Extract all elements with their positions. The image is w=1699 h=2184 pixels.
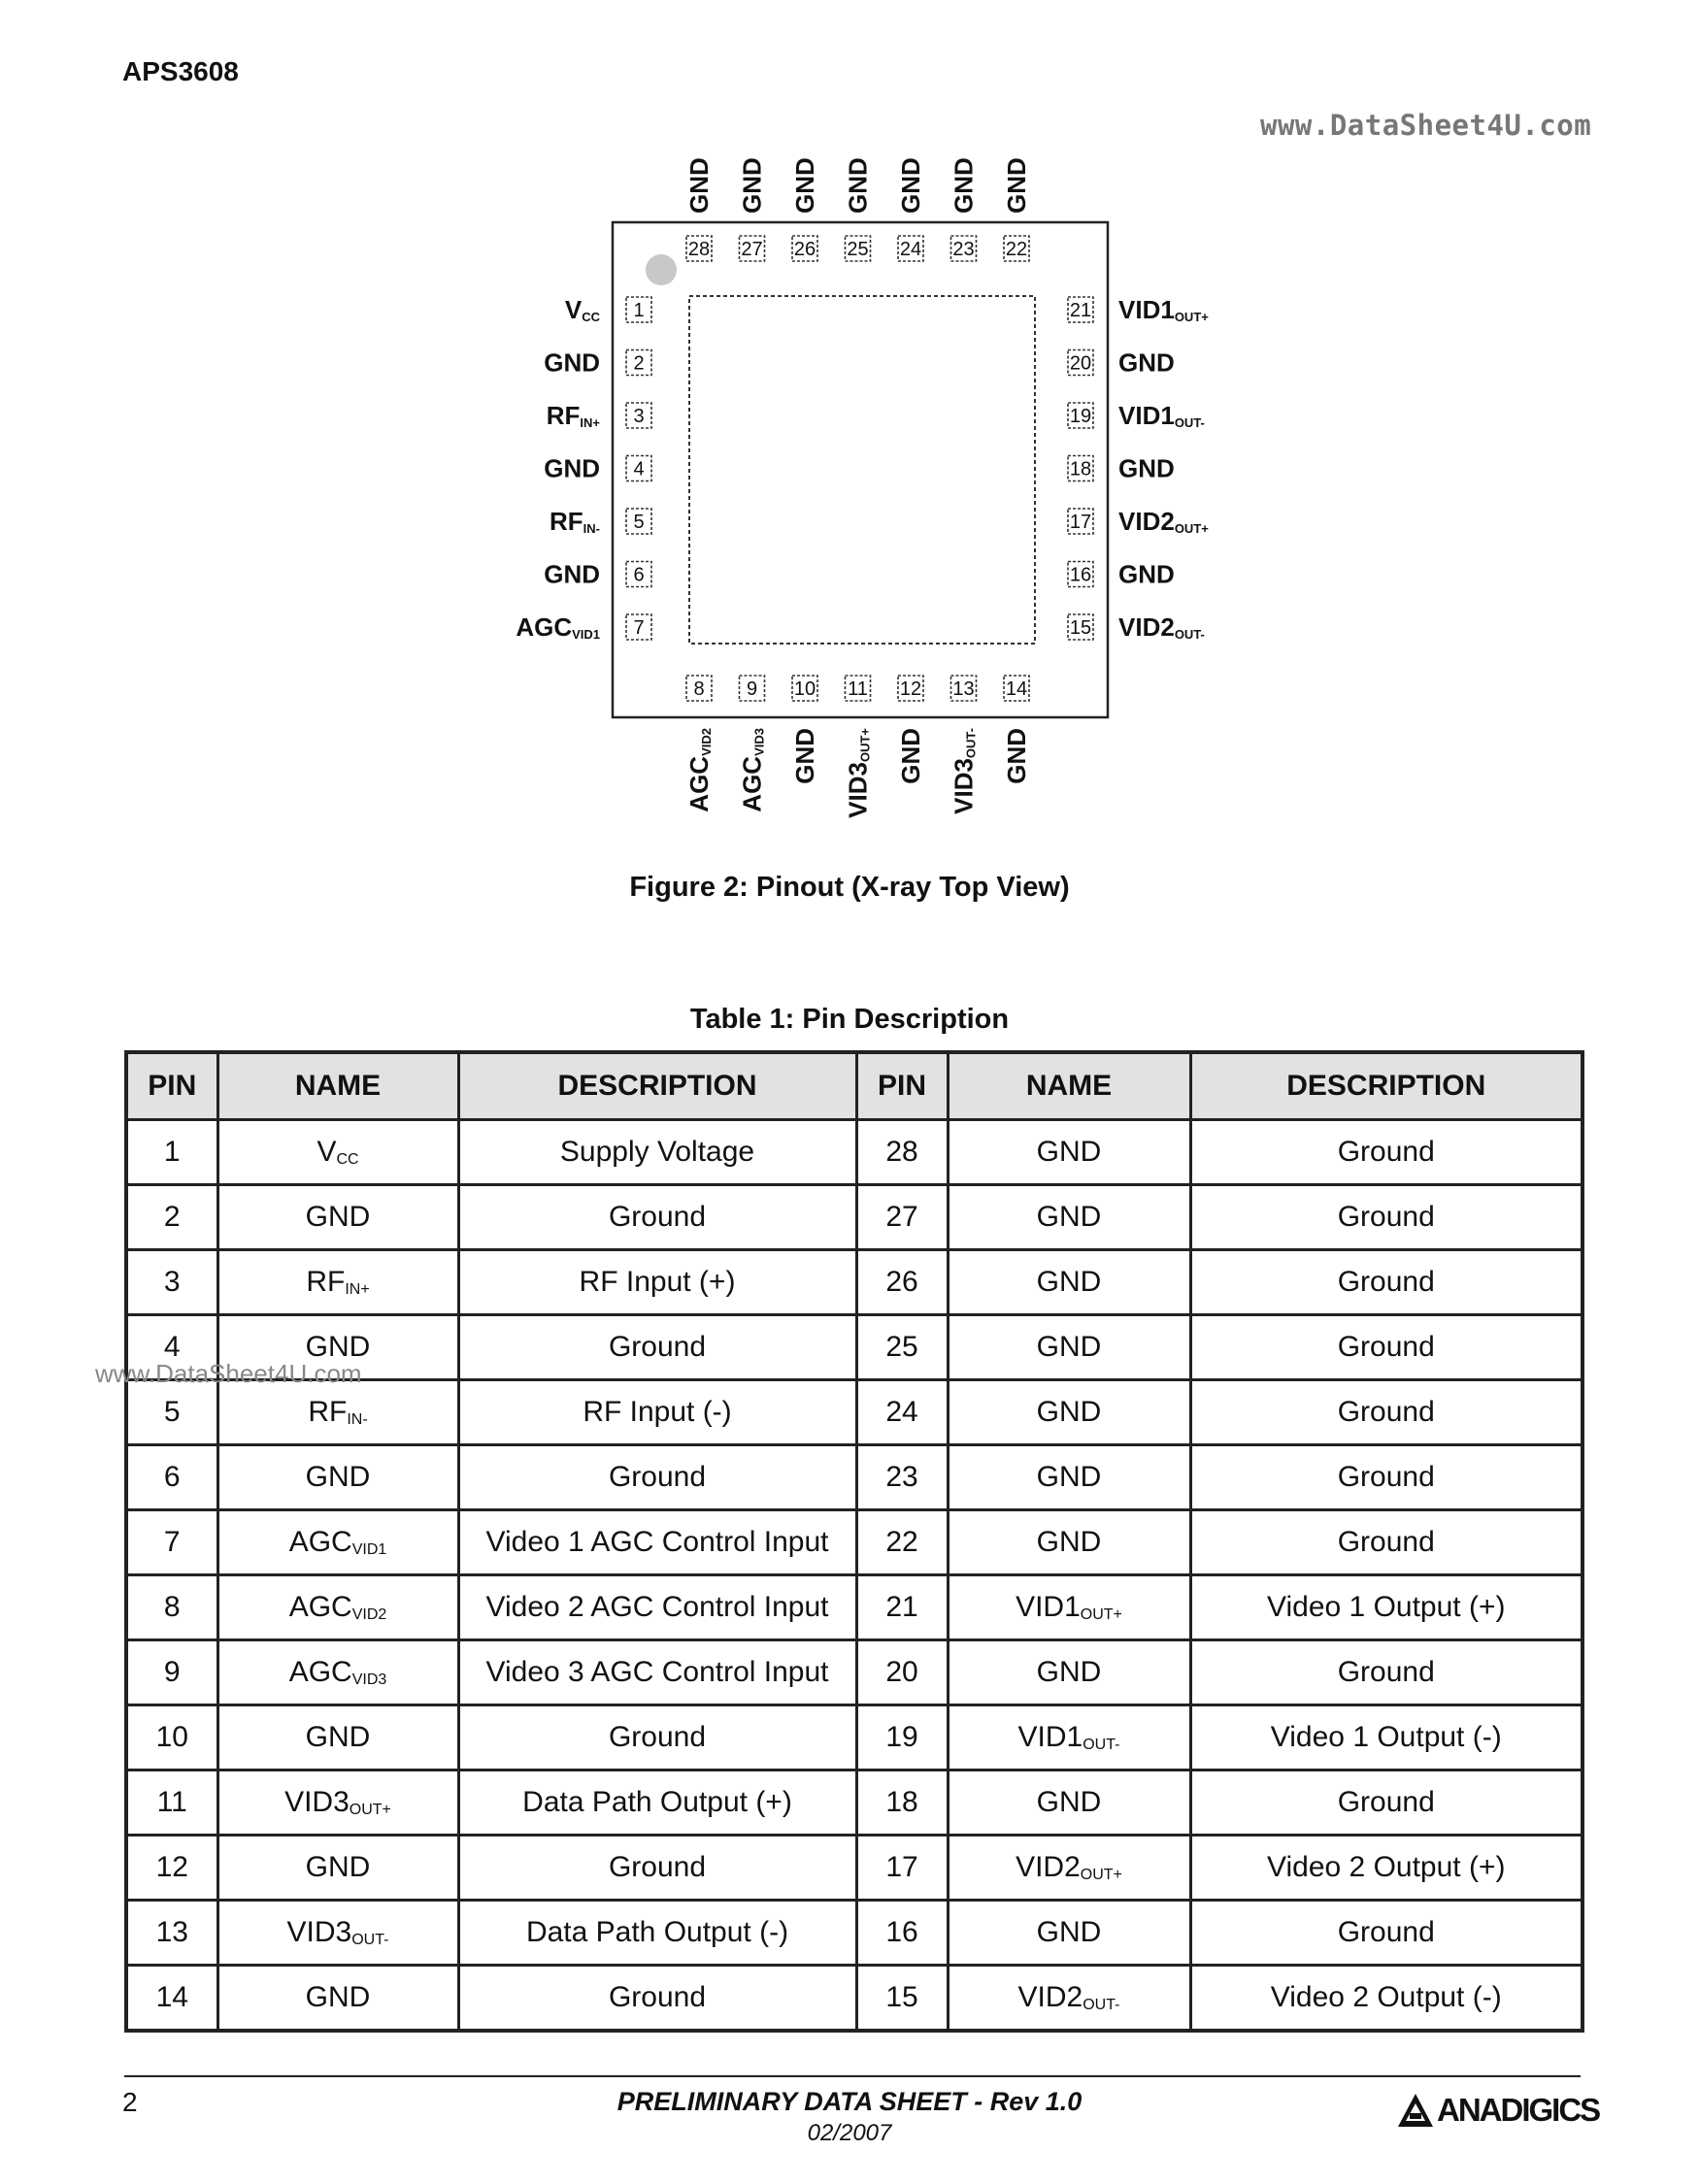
cell-pin: 14 [126, 1966, 217, 2032]
pin-label: VID2OUT+ [1118, 507, 1209, 536]
cell-description: Ground [458, 1705, 856, 1770]
pin-description-table [124, 1050, 1584, 2033]
cell-description: Ground [1190, 1770, 1582, 1836]
cell-description: Ground [1190, 1510, 1582, 1575]
pin-name-text: RF [308, 1396, 348, 1428]
cell-pin: 26 [856, 1250, 948, 1315]
pin-number: 9 [746, 678, 758, 700]
cell-name [948, 1120, 1190, 1185]
cell-pin: 2 [126, 1185, 217, 1250]
cell-name [948, 1380, 1190, 1445]
pin-number: 20 [1069, 352, 1092, 375]
cell-name [217, 1185, 458, 1250]
pin-label: GND [1118, 453, 1175, 483]
cell-pin: 4 [126, 1315, 217, 1380]
pin-name-text: AGC [288, 1591, 352, 1623]
cell-pin: 21 [856, 1575, 948, 1640]
pins-group [516, 157, 1209, 818]
pin-name-subscript: OUT+ [1080, 1867, 1122, 1883]
cell-description: Ground [1190, 1315, 1582, 1380]
pin-number: 14 [1005, 678, 1028, 700]
pin-label: GND [896, 728, 925, 784]
cell-description: Ground [458, 1836, 856, 1901]
pin-number: 6 [633, 564, 645, 586]
cell-description: Video 1 AGC Control Input [458, 1510, 856, 1575]
cell-name [217, 1510, 458, 1575]
cell-pin: 15 [856, 1966, 948, 2032]
cell-description: Video 2 Output (-) [1190, 1966, 1582, 2032]
cell-description: RF Input (-) [458, 1380, 856, 1445]
cell-name [217, 1445, 458, 1510]
footer-divider [124, 2075, 1581, 2077]
pin1-marker [646, 254, 677, 285]
pin-label: RFIN+ [546, 401, 600, 430]
pin-number: 2 [633, 352, 645, 375]
pin-name-text: GND [305, 1721, 371, 1753]
pin-number: 26 [793, 239, 816, 260]
pin-name-text: GND [1036, 1136, 1102, 1168]
cell-name [217, 1836, 458, 1901]
pin-number: 7 [633, 617, 645, 639]
pin-name-text: GND [1036, 1786, 1102, 1818]
cell-name [948, 1510, 1190, 1575]
cell-name [217, 1380, 458, 1445]
pin-name-subscript: VID3 [351, 1671, 387, 1688]
cell-name [948, 1185, 1190, 1250]
pin-label: VID2OUT- [1118, 612, 1205, 642]
table-row [126, 1705, 1582, 1770]
cell-name [217, 1770, 458, 1836]
footer-date: 02/2007 [807, 2120, 892, 2146]
cell-pin: 24 [856, 1380, 948, 1445]
company-logo [1396, 2089, 1599, 2132]
pin-number: 16 [1069, 564, 1092, 586]
cell-name [948, 1315, 1190, 1380]
pin-label: VID3OUT- [949, 728, 979, 814]
cell-name [948, 1640, 1190, 1705]
cell-description: Ground [1190, 1250, 1582, 1315]
table-row [126, 1770, 1582, 1836]
pin-label: GND [790, 728, 819, 784]
logo-text: ANADIGICS [1437, 2092, 1600, 2128]
cell-pin: 18 [856, 1770, 948, 1836]
pin-name-text: GND [305, 1981, 371, 2013]
pin-label: GND [1002, 157, 1031, 214]
pin-number: 12 [899, 678, 922, 700]
table-row [126, 1640, 1582, 1705]
cell-name [217, 1901, 458, 1966]
pin-number: 17 [1069, 512, 1092, 533]
cell-pin: 10 [126, 1705, 217, 1770]
pin-number: 25 [847, 239, 869, 260]
logo-mark-icon [1396, 2092, 1435, 2129]
table-row [126, 1836, 1582, 1901]
pin-label: AGCVID1 [516, 612, 600, 642]
page-number: 2 [122, 2087, 138, 2117]
cell-pin: 25 [856, 1315, 948, 1380]
table-row [126, 1510, 1582, 1575]
cell-description: Data Path Output (+) [458, 1770, 856, 1836]
pin-label: VID3OUT+ [843, 728, 873, 818]
header-description: DESCRIPTION [1190, 1052, 1582, 1120]
pin-name-subscript: OUT+ [349, 1802, 391, 1818]
cell-pin: 20 [856, 1640, 948, 1705]
pin-number: 19 [1069, 406, 1092, 427]
pin-name-text: VID3 [286, 1916, 352, 1948]
figure-caption: Figure 2: Pinout (X-ray Top View) [629, 872, 1070, 903]
pin-label: GND [1118, 347, 1175, 378]
pin-name-text: GND [305, 1331, 371, 1363]
cell-name [217, 1966, 458, 2032]
pin-name-text: VID1 [1016, 1591, 1081, 1623]
pin-name-subscript: OUT- [1083, 1737, 1120, 1753]
cell-name [948, 1445, 1190, 1510]
pin-name-text: AGC [288, 1656, 352, 1688]
pin-number: 27 [741, 239, 763, 260]
cell-name [217, 1250, 458, 1315]
cell-description: Video 1 Output (+) [1190, 1575, 1582, 1640]
cell-name [217, 1120, 458, 1185]
cell-pin: 19 [856, 1705, 948, 1770]
document-id: APS3608 [122, 56, 239, 86]
pin-label: GND [790, 157, 819, 214]
table-row [126, 1575, 1582, 1640]
cell-pin: 16 [856, 1901, 948, 1966]
cell-name [948, 1836, 1190, 1901]
cell-pin: 13 [126, 1901, 217, 1966]
pin-name-subscript: IN- [347, 1411, 368, 1428]
pin-label: GND [896, 157, 925, 214]
cell-pin: 17 [856, 1836, 948, 1901]
cell-name [217, 1705, 458, 1770]
pin-name-text: GND [1036, 1331, 1102, 1363]
cell-description: Ground [458, 1185, 856, 1250]
cell-pin: 12 [126, 1836, 217, 1901]
cell-pin: 23 [856, 1445, 948, 1510]
pin-label: GND [684, 157, 714, 214]
cell-pin: 27 [856, 1185, 948, 1250]
pin-name-text: VID2 [1016, 1851, 1081, 1883]
pin-name-subscript: OUT- [351, 1932, 389, 1948]
cell-pin: 22 [856, 1510, 948, 1575]
pin-label: GND [737, 157, 767, 214]
cell-name [948, 1770, 1190, 1836]
pin-number: 5 [633, 512, 645, 533]
pin-number: 24 [899, 239, 922, 260]
cell-description: Data Path Output (-) [458, 1901, 856, 1966]
cell-pin: 3 [126, 1250, 217, 1315]
cell-description: Ground [1190, 1185, 1582, 1250]
cell-pin: 6 [126, 1445, 217, 1510]
pin-label: VID1OUT+ [1118, 295, 1209, 324]
cell-description: RF Input (+) [458, 1250, 856, 1315]
pin-name-text: VID2 [1017, 1981, 1083, 2013]
pin-number: 28 [687, 239, 711, 260]
pin-number: 8 [693, 678, 705, 700]
table-row [126, 1380, 1582, 1445]
header-name: NAME [948, 1052, 1190, 1120]
table-row [126, 1445, 1582, 1510]
cell-name [948, 1250, 1190, 1315]
pin-number: 4 [633, 458, 645, 480]
pin-name-text: GND [1036, 1916, 1102, 1948]
pin-name-subscript: OUT- [1083, 1997, 1120, 2013]
cell-description: Video 2 Output (+) [1190, 1836, 1582, 1901]
cell-name [948, 1901, 1190, 1966]
cell-pin: 5 [126, 1380, 217, 1445]
pin-name-text: VID1 [1017, 1721, 1083, 1753]
pin-label: GND [1002, 728, 1031, 784]
pin-name-text: GND [305, 1461, 371, 1493]
pin-label: VCC [564, 295, 600, 324]
pin-name-text: GND [1036, 1201, 1102, 1233]
watermark-middle: www.DataSheet4U.com [95, 1359, 362, 1388]
cell-name [948, 1705, 1190, 1770]
pin-name-text: VID3 [284, 1786, 350, 1818]
pin-name-text: AGC [288, 1526, 352, 1558]
cell-name [217, 1640, 458, 1705]
cell-pin: 1 [126, 1120, 217, 1185]
cell-description: Ground [1190, 1120, 1582, 1185]
pin-number: 22 [1005, 239, 1028, 260]
table-row [126, 1966, 1582, 2032]
pin-name-text: GND [305, 1201, 371, 1233]
cell-pin: 11 [126, 1770, 217, 1836]
cell-pin: 7 [126, 1510, 217, 1575]
cell-description: Ground [1190, 1445, 1582, 1510]
footer-title: PRELIMINARY DATA SHEET - Rev 1.0 [616, 2087, 1083, 2116]
header-pin: PIN [126, 1052, 217, 1120]
pin-number: 13 [952, 678, 975, 700]
pin-number: 1 [633, 300, 645, 321]
pin-label: GND [949, 157, 979, 214]
pin-name-text: V [316, 1136, 337, 1168]
cell-description: Video 2 AGC Control Input [458, 1575, 856, 1640]
watermark-top: www.DataSheet4U.com [1260, 109, 1592, 142]
table-row [126, 1901, 1582, 1966]
cell-description: Supply Voltage [458, 1120, 856, 1185]
table-caption: Table 1: Pin Description [689, 1004, 1010, 1035]
pin-label: AGCVID3 [737, 728, 767, 812]
cell-description: Ground [458, 1966, 856, 2032]
pin-name-subscript: CC [336, 1151, 359, 1168]
pin-name-text: GND [1036, 1656, 1102, 1688]
pin-name-text: GND [1036, 1526, 1102, 1558]
header-description: DESCRIPTION [458, 1052, 856, 1120]
pin-label: GND [544, 559, 600, 589]
table-row [126, 1250, 1582, 1315]
pin-name-text: GND [1036, 1396, 1102, 1428]
pinout-diagram [0, 0, 1699, 874]
pin-label: AGCVID2 [684, 728, 714, 812]
pin-name-text: GND [1036, 1461, 1102, 1493]
pin-label: GND [1118, 559, 1175, 589]
cell-description: Video 1 Output (-) [1190, 1705, 1582, 1770]
cell-description: Ground [1190, 1640, 1582, 1705]
pin-label: VID1OUT- [1118, 401, 1205, 430]
pin-label: GND [544, 453, 600, 483]
pin-name-text: GND [305, 1851, 371, 1883]
pin-name-text: RF [306, 1266, 346, 1298]
pin-number: 21 [1069, 300, 1092, 321]
pin-label: GND [843, 157, 873, 214]
cell-name [948, 1575, 1190, 1640]
header-name: NAME [217, 1052, 458, 1120]
table-row [126, 1120, 1582, 1185]
cell-description: Video 3 AGC Control Input [458, 1640, 856, 1705]
table-header-row [126, 1052, 1582, 1120]
header-pin: PIN [856, 1052, 948, 1120]
pin-name-subscript: OUT+ [1080, 1606, 1122, 1623]
pin-name-text: GND [1036, 1266, 1102, 1298]
cell-description: Ground [458, 1445, 856, 1510]
pin-label: RFIN- [549, 507, 600, 536]
pin-number: 3 [633, 406, 645, 427]
cell-description: Ground [1190, 1901, 1582, 1966]
pin-name-subscript: VID1 [351, 1541, 387, 1558]
pin-name-subscript: VID2 [351, 1606, 387, 1623]
pin-name-subscript: IN+ [345, 1281, 370, 1298]
cell-name [217, 1575, 458, 1640]
cell-description: Ground [1190, 1380, 1582, 1445]
pin-label: GND [544, 347, 600, 378]
cell-pin: 28 [856, 1120, 948, 1185]
exposed-pad [689, 296, 1035, 644]
cell-description: Ground [458, 1315, 856, 1380]
table-row [126, 1185, 1582, 1250]
pin-number: 10 [793, 678, 816, 700]
pin-number: 11 [848, 678, 868, 700]
pin-number: 15 [1069, 617, 1092, 639]
cell-name [948, 1966, 1190, 2032]
cell-pin: 9 [126, 1640, 217, 1705]
pin-number: 23 [952, 239, 975, 260]
pin-number: 18 [1069, 458, 1092, 480]
cell-pin: 8 [126, 1575, 217, 1640]
